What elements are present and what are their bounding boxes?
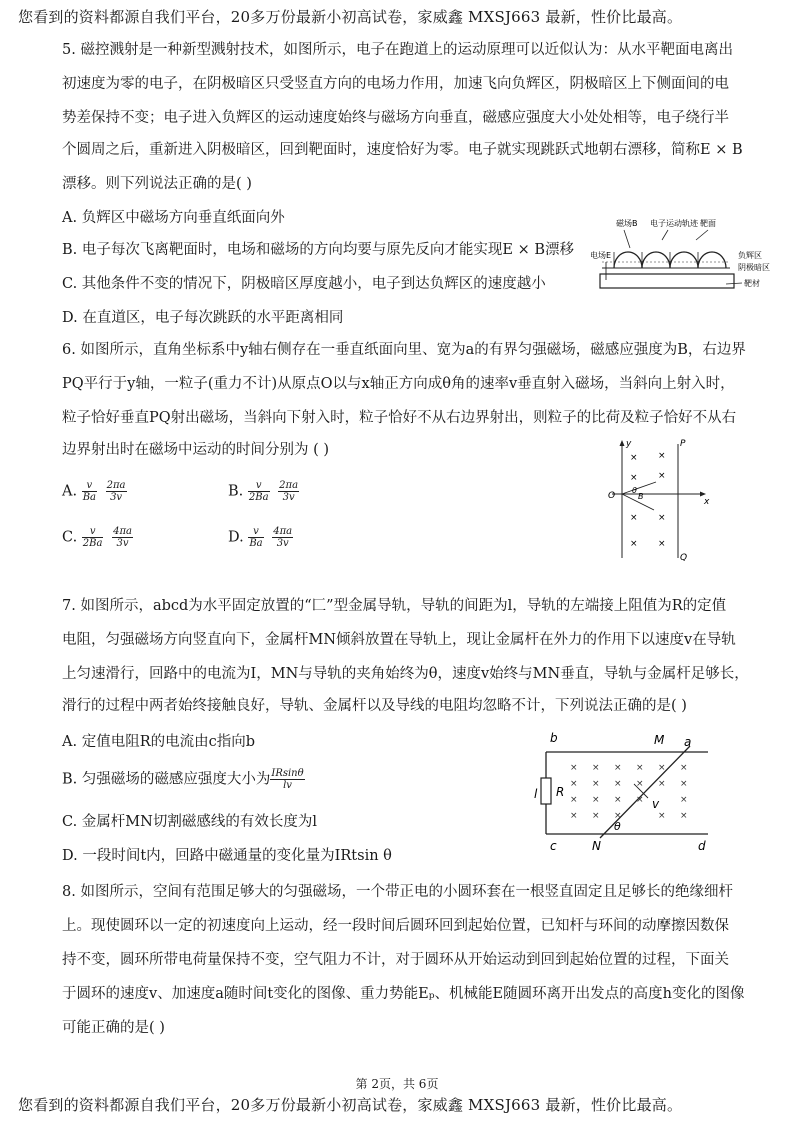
q6-fig-label-y: y <box>626 439 632 449</box>
q7-option-a: A. 定值电阻R的电流由c指向b <box>62 734 256 750</box>
q6-line: 粒子恰好垂直PQ射出磁场，当斜向下射入时，粒子恰好不从右边界射出，则粒子的比荷及粒子恰好不从右 <box>62 410 737 426</box>
q8-line: 上。现使圆环以一定的初速度向上运动，经一段时间后圆环回到起始位置，已知杆与环间的动摩擦因数保 <box>62 918 729 934</box>
svg-text:×: × <box>592 795 600 805</box>
q5-fig-label-track: 电子运动轨迹 <box>650 219 698 228</box>
q6-fig-label-q: Q <box>680 553 688 563</box>
svg-text:×: × <box>570 763 578 773</box>
q7-fig-label-a: a <box>684 735 692 749</box>
q7-line: 滑行的过程中两者始终接触良好，导轨、金属杆以及导线的电阻均忽略不计，下列说法正确的是( ) <box>62 698 687 714</box>
svg-text:×: × <box>636 763 644 773</box>
svg-text:×: × <box>636 795 644 805</box>
q6-line: PQ平行于y轴，一粒子(重力不计)从原点O以与x轴正方向成θ角的速率v垂直射入磁场，当斜向上射入时， <box>62 376 735 392</box>
q5-line: 势差保持不变；电子进入负辉区的运动速度始终与磁场方向垂直，磁感应强度大小处处相等，电子绕行半 <box>62 110 729 126</box>
q5-fig-leader <box>624 230 630 248</box>
q6-fig-label-o: O <box>608 491 616 501</box>
q7-fig-label-d: d <box>698 839 706 853</box>
q8-line: 8. 如图所示，空间有范围足够大的匀强磁场，一个带正电的小圆环套在一根竖直固定且足够长的绝缘细杆 <box>62 884 733 900</box>
q7-fig-field-crosses <box>570 763 688 821</box>
q6-fig-cross: × <box>630 453 638 463</box>
q7-fig-label-l: l <box>534 787 538 801</box>
q6-fig-cross: × <box>658 451 666 461</box>
q6-fig-cross: × <box>658 539 666 549</box>
q5-option-c: C. 其他条件不变的情况下，阴极暗区厚度越小，电子到达负辉区的速度越小 <box>62 276 546 292</box>
q7-line: 7. 如图所示，abcd为水平固定放置的“匚”型金属导轨，导轨的间距为l，导轨的左端接上阻值为R的定值 <box>62 598 727 614</box>
q7-fig-label-b: b <box>550 731 558 745</box>
svg-text:×: × <box>614 763 622 773</box>
svg-text:×: × <box>570 811 578 821</box>
q5-line: 漂移。则下列说法正确的是( ) <box>62 176 252 192</box>
q7-fig-label-c: c <box>550 839 557 853</box>
q6-fig-cross: × <box>658 513 666 523</box>
q5-fig-substrate <box>600 274 734 288</box>
q7-fig-label-theta: θ <box>614 820 621 833</box>
svg-text:×: × <box>680 811 688 821</box>
svg-text:×: × <box>592 811 600 821</box>
svg-text:×: × <box>636 779 644 789</box>
q5-option-d: D. 在直道区，电子每次跳跃的水平距离相同 <box>62 310 344 326</box>
q6-fig-cross: × <box>630 473 638 483</box>
q5-fig-leader <box>662 230 668 240</box>
q5-fig-label-dark: 阴极暗区 <box>738 263 770 272</box>
q5-fig-label-substrate: 靶材 <box>744 279 760 288</box>
q6-fig-label-p: P <box>680 439 686 449</box>
q8-line: 于圆环的速度v、加速度a随时间t变化的图像、重力势能Eₚ、机械能E随圆环离开出发点的高度h变化的图像 <box>62 986 745 1002</box>
q7-fig-label-m: M <box>654 733 665 747</box>
q6-line: 6. 如图所示，直角坐标系中y轴右侧存在一垂直纸面向里、宽为a的有界匀强磁场，磁感应强度为B，右边界 <box>62 342 746 358</box>
svg-text:×: × <box>614 779 622 789</box>
svg-text:×: × <box>614 795 622 805</box>
q5-line: 个圆周之后，重新进入阴极暗区，回到靶面时，速度恰好为零。电子就实现跳跃式地朝右漂移，简称E × B <box>62 142 743 158</box>
q6-fig-label-x: x <box>704 497 710 507</box>
q8-line: 持不变，圆环所带电荷量保持不变，空气阻力不计，对于圆环从开始运动到回到起始位置的过程，下面关 <box>62 952 729 968</box>
svg-text:×: × <box>658 779 666 789</box>
svg-text:×: × <box>614 811 622 821</box>
page-number-footer: 第 2页，共 6页 <box>355 1077 439 1091</box>
svg-text:×: × <box>680 795 688 805</box>
q7-line: 电阻，匀强磁场方向竖直向下，金属杆MN倾斜放置在导轨上，现让金属杆在外力的作用下以速度v在导轨 <box>62 632 736 648</box>
q5-option-b: B. 电子每次飞离靶面时，电场和磁场的方向均要与原先反向才能实现E × B漂移 <box>62 242 574 258</box>
svg-text:×: × <box>570 779 578 789</box>
watermark-banner-top: 您看到的资料都源自我们平台，20多万份最新小初高试卷，家威鑫 MXSJ663 最新，性价比最高。 <box>18 8 683 26</box>
q6-fig-x-arrow <box>700 492 706 497</box>
svg-text:×: × <box>658 763 666 773</box>
q6-figure <box>600 436 720 566</box>
q6-fig-cross: × <box>658 471 666 481</box>
q7-fig-label-r: R <box>556 785 565 799</box>
q5-fig-label-field: 磁场B <box>616 219 638 228</box>
watermark-banner-bottom: 您看到的资料都源自我们平台，20多万份最新小初高试卷，家威鑫 MXSJ663 最新，性价比最高。 <box>18 1096 683 1114</box>
svg-text:×: × <box>592 779 600 789</box>
svg-text:×: × <box>680 763 688 773</box>
q6-fig-label-theta: θ <box>632 486 637 495</box>
svg-text:×: × <box>592 763 600 773</box>
svg-text:×: × <box>680 779 688 789</box>
q5-fig-leader <box>696 230 708 240</box>
q7-figure <box>530 728 720 854</box>
q6-fig-y-arrow <box>620 440 625 446</box>
svg-text:×: × <box>658 811 666 821</box>
q6-fig-label-b: B <box>638 492 644 501</box>
q6-option-c: C. $\frac{v}{2Ba}$ $\frac{4\pi a}{3v}$ <box>62 526 132 549</box>
q7-fig-resistor <box>541 778 551 804</box>
q5-fig-label-efield: 电场E <box>590 251 612 260</box>
svg-text:×: × <box>570 795 578 805</box>
q6-fig-cross: × <box>630 539 638 549</box>
q6-option-d: D. $\frac{v}{Ba}$ $\frac{4\pi a}{3v}$ <box>228 526 293 549</box>
q7-option-d: D. 一段时间t内，回路中磁通量的变化量为IRtsin θ <box>62 848 392 864</box>
q7-option-c: C. 金属杆MN切割磁感线的有效长度为l <box>62 814 317 830</box>
q7-option-b: B. 匀强磁场的磁感应强度大小为 $\frac{IRsin\theta}{lv}$ <box>62 768 304 791</box>
q5-fig-label-glow: 负辉区 <box>738 251 762 260</box>
q6-option-a: A. $\frac{v}{Ba}$ $\frac{2\pi a}{3v}$ <box>62 480 126 503</box>
q7-line: 上匀速滑行，回路中的电流为I，MN与导轨的夹角始终为θ，速度v始终与MN垂直，导轨与金属杆足够长， <box>62 666 749 682</box>
q7-fig-label-n: N <box>592 839 601 853</box>
q5-fig-leader <box>726 283 742 284</box>
q6-fig-cross: × <box>630 513 638 523</box>
q8-line: 可能正确的是( ) <box>62 1020 165 1036</box>
q7-fig-label-v: v <box>652 797 660 811</box>
q6-line: 边界射出时在磁场中运动的时间分别为 ( ) <box>62 442 330 458</box>
q5-figure <box>588 210 788 302</box>
q5-line: 5. 磁控溅射是一种新型溅射技术，如图所示，电子在跑道上的运动原理可以近似认为：从水平靶面电离出 <box>62 42 733 58</box>
q5-line: 初速度为零的电子，在阴极暗区只受竖直方向的电场力作用，加速飞向负辉区，阴极暗区上下侧面间的电 <box>62 76 729 92</box>
q5-option-a: A. 负辉区中磁场方向垂直纸面向外 <box>62 210 285 226</box>
q6-option-b: B. $\frac{v}{2Ba}$ $\frac{2\pi a}{3v}$ <box>228 480 299 503</box>
q5-fig-label-target: 靶面 <box>700 219 716 228</box>
